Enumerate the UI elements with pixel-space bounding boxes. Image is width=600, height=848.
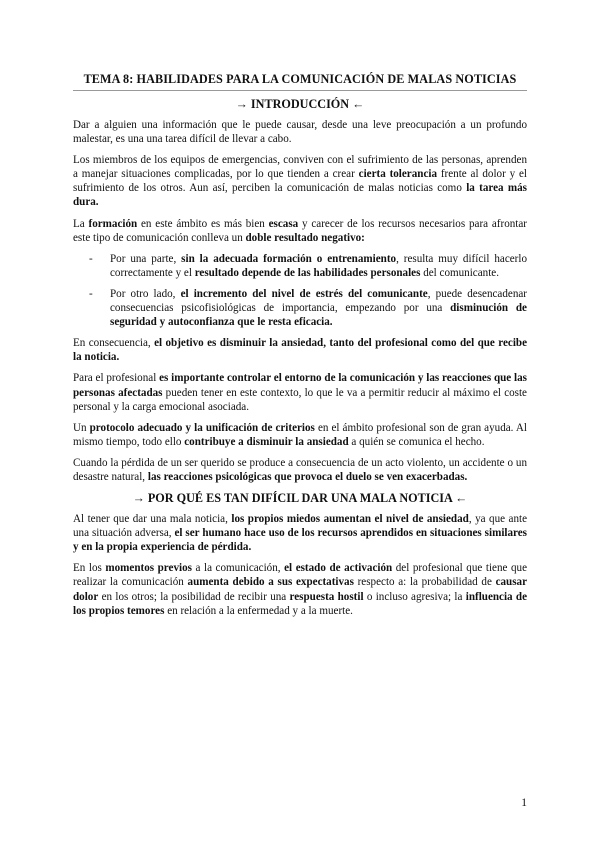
- text-run: frente al dolor y el sufrimiento de los otros. Aun así, perciben la comunicación de malas noticias como: [73, 168, 528, 195]
- text-run: respecto a: la probabilidad de: [353, 576, 496, 589]
- section-heading: → POR QUÉ ES TAN DIFÍCIL DAR UNA MALA NOTICIA ←: [132, 491, 468, 506]
- bullet-item: [110, 287, 527, 329]
- text-run: Los miembros de los equipos de emergencias, conviven con el sufrimiento de las personas, aprenden a manejar situaciones complicadas, por lo que tienden a crear: [73, 154, 527, 181]
- text-run: y carecer de los recursos necesarios para afrontar este tipo de comunicación conlleva un: [73, 217, 527, 244]
- text-run: Dar a alguien una información que le puede causar, desde una leve preocupación a un profundo malestar, es una una tarea difícil de llevar a cabo.: [73, 119, 527, 146]
- text-run: a la comunicación,: [191, 562, 285, 575]
- text-run: o incluso agresiva; la: [363, 590, 466, 603]
- page-number: 1: [521, 797, 527, 809]
- paragraph: [73, 421, 527, 449]
- bold-text-run: el incremento del nivel de estrés del comunicante: [180, 287, 428, 300]
- bold-text-run: disminución de seguridad y autoconfianza que le resta eficacia.: [110, 302, 527, 329]
- text-run: Al tener que dar una mala noticia,: [73, 513, 232, 526]
- paragraph: [73, 561, 527, 617]
- bold-text-run: escasa: [268, 217, 299, 230]
- text-run: a quién se comunica el hecho.: [348, 435, 485, 448]
- bold-text-run: la tarea más dura.: [73, 182, 527, 209]
- bold-text-run: momentos previos: [105, 562, 192, 575]
- bold-text-run: influencia de los propios temores: [73, 590, 528, 617]
- paragraph: [73, 153, 527, 209]
- text-run: del comunicante.: [420, 266, 499, 279]
- bold-text-run: formación: [88, 217, 138, 230]
- bold-text-run: resultado depende de las habilidades personales: [194, 266, 421, 279]
- text-run: Cuando la pérdida de un ser querido se produce a consecuencia de un acto violento, un accidente o un desastre natural,: [73, 456, 527, 483]
- text-run: En consecuencia,: [73, 337, 155, 350]
- text-run: , resulta muy difícil hacerlo correctamente y el: [110, 252, 527, 279]
- title-divider: [73, 90, 527, 91]
- text-run: del profesional que tiene que realizar la comunicación: [73, 562, 528, 589]
- text-run: Por una parte,: [110, 252, 182, 265]
- bullet-item: [110, 252, 527, 280]
- text-run: Un: [73, 421, 90, 434]
- bold-text-run: aumenta debido a sus expectativas: [187, 576, 354, 589]
- paragraph: [73, 336, 527, 364]
- paragraph: [73, 217, 527, 245]
- document-body: [73, 97, 527, 618]
- bold-text-run: sin la adecuada formación o entrenamiento: [181, 252, 397, 265]
- text-run: en el ámbito profesional son de gran ayuda. Al mismo tiempo, todo ello: [73, 421, 527, 448]
- text-run: en este ámbito es más bien: [137, 217, 269, 230]
- bold-text-run: es importante controlar el entorno de la comunicación y las reacciones que las personas afectadas: [73, 372, 527, 399]
- bold-text-run: contribuye a disminuir la ansiedad: [184, 435, 349, 448]
- bold-text-run: cierta tolerancia: [358, 168, 438, 181]
- text-run: , puede desencadenar consecuencias psicofisiológicas de importancia, empezando por una: [110, 287, 527, 315]
- text-run: Para el profesional: [73, 372, 160, 385]
- text-run: pueden tener en este contexto, lo que le va a permitir reducir al máximo el coste personal y la carga emocional asociada.: [73, 386, 527, 413]
- document-title: TEMA 8: HABILIDADES PARA LA COMUNICACIÓN DE MALAS NOTICIAS: [83, 72, 517, 86]
- bold-text-run: el estado de activación: [284, 562, 393, 575]
- bold-text-run: el objetivo es disminuir la ansiedad, tanto del profesional como del que recibe la noticia.: [73, 337, 527, 364]
- text-run: en los otros; la posibilidad de recibir una: [98, 590, 290, 603]
- section-heading: → INTRODUCCIÓN ←: [235, 97, 365, 111]
- bold-text-run: causar dolor: [73, 576, 527, 603]
- paragraph: [73, 371, 527, 413]
- bold-text-run: protocolo adecuado y la unificación de criterios: [89, 421, 315, 434]
- bullet-list: [73, 252, 527, 329]
- text-run: En los: [73, 562, 106, 575]
- text-run: La: [73, 217, 89, 230]
- text-run: en relación a la enfermedad y a la muerte.: [164, 604, 353, 617]
- bold-text-run: los propios miedos aumentan el nivel de ansiedad: [231, 513, 469, 526]
- bold-text-run: las reacciones psicológicas que provoca el duelo se ven exacerbadas.: [147, 470, 468, 483]
- bold-text-run: doble resultado negativo:: [245, 231, 365, 244]
- paragraph: [73, 512, 527, 554]
- bold-text-run: respuesta hostil: [289, 590, 364, 603]
- text-run: , ya que ante una situación adversa,: [73, 513, 527, 540]
- bold-text-run: el ser humano hace uso de los recursos aprendidos en situaciones similares y en la propia experiencia de pérdida.: [73, 527, 527, 554]
- text-run: Por otro lado,: [110, 287, 181, 300]
- paragraph: [73, 456, 527, 484]
- paragraph: [73, 118, 527, 146]
